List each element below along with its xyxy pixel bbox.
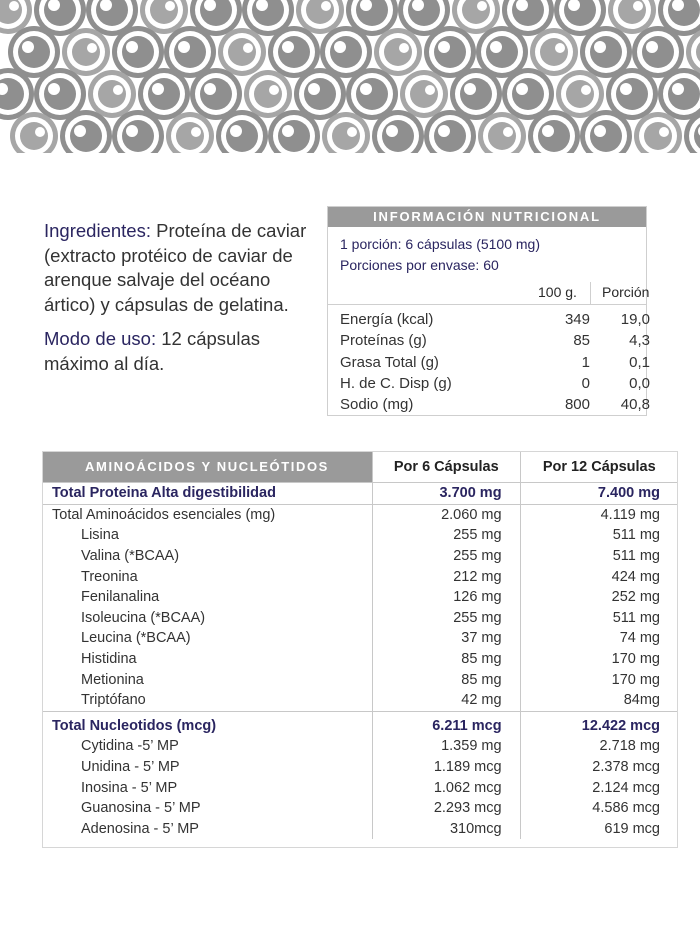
- amino-header-row: [42, 451, 678, 483]
- value-6-capsules: 255 mg: [373, 608, 521, 629]
- amino-name: Total Proteina Alta digestibilidad: [42, 483, 373, 505]
- nutrient-name: Energía (kcal): [340, 311, 434, 328]
- table-row: [42, 525, 678, 546]
- amino-name: Total Aminoácidos esenciales (mg): [52, 506, 276, 523]
- nutrient-name: Proteínas (g): [340, 332, 427, 350]
- serving-info: [340, 234, 540, 276]
- value-12-capsules: 12.422 mcg: [520, 711, 678, 736]
- value-100g: 0: [581, 374, 590, 392]
- amino-name: Fenilanalina: [81, 589, 160, 606]
- value-12-capsules: 511 mg: [520, 525, 678, 546]
- value-12-capsules: 511 mg: [520, 608, 678, 629]
- value-12-capsules: 252 mg: [520, 587, 678, 608]
- value-6-capsules: 3.700 mg: [373, 483, 521, 505]
- table-row: [42, 711, 678, 736]
- col-100g: 100 g.: [538, 284, 577, 300]
- value-6-capsules: 1.359 mg: [373, 736, 521, 757]
- value-12-capsules: 7.400 mg: [520, 483, 678, 505]
- amino-name: Inosina - 5’ MP: [81, 779, 178, 796]
- nutrient-name: Sodio (mg): [340, 396, 414, 414]
- value-6-capsules: 6.211 mcg: [373, 711, 521, 736]
- value-6-capsules: 37 mg: [373, 628, 521, 649]
- caviar-egg-shape: [400, 70, 448, 118]
- ingredients-text: Proteína de caviar (extracto protéico de caviar de arenque salvaje del océano ártico) y cápsulas de gelatina.: [44, 220, 307, 315]
- value-12-capsules: 2.124 mcg: [520, 777, 678, 798]
- value-6-capsules: 2.293 mcg: [373, 798, 521, 819]
- value-portion: 4,3: [629, 332, 650, 350]
- value-portion: 0,0: [629, 374, 650, 392]
- table-row: [42, 819, 678, 840]
- value-6-capsules: 85 mg: [373, 669, 521, 690]
- table-row: [42, 566, 678, 587]
- table-row: [42, 757, 678, 778]
- caviar-egg-shape: [244, 70, 292, 118]
- usage-paragraph: [44, 327, 320, 376]
- value-6-capsules: 212 mg: [373, 566, 521, 587]
- value-12-capsules: 424 mg: [520, 566, 678, 587]
- col-6-capsules: Por 6 Cápsulas: [373, 451, 521, 483]
- caviar-egg-shape: [62, 28, 110, 76]
- value-100g: 800: [564, 396, 590, 414]
- value-12-capsules: 4.586 mcg: [520, 798, 678, 819]
- caviar-egg-shape: [374, 28, 422, 76]
- nutrition-title: INFORMACIÓN NUTRICIONAL: [328, 207, 646, 227]
- amino-name: Unidina - 5’ MP: [81, 759, 180, 776]
- amino-title: AMINOÁCIDOS Y NUCLEÓTIDOS: [42, 451, 373, 483]
- value-12-capsules: 4.119 mg: [520, 504, 678, 525]
- value-12-capsules: 170 mg: [520, 669, 678, 690]
- value-6-capsules: 42 mg: [373, 690, 521, 711]
- table-row: [42, 777, 678, 798]
- caviar-egg-shape: [218, 28, 266, 76]
- amino-name: Histidina: [81, 651, 137, 668]
- caviar-egg-shape: [88, 70, 136, 118]
- nutrition-row: [340, 330, 650, 351]
- amino-name: Leucina (*BCAA): [81, 630, 191, 647]
- table-row: [42, 546, 678, 567]
- value-6-capsules: 310mcg: [373, 819, 521, 840]
- amino-name: Metionina: [81, 671, 144, 688]
- value-portion: 0,1: [629, 353, 650, 371]
- serving-size: 1 porción: 6 cápsulas (5100 mg): [340, 236, 540, 252]
- value-12-capsules: 84mg: [520, 690, 678, 711]
- value-100g: 1: [581, 353, 590, 371]
- value-12-capsules: 619 mcg: [520, 819, 678, 840]
- nutrition-facts-panel: [327, 206, 650, 416]
- value-6-capsules: 1.062 mcg: [373, 777, 521, 798]
- table-row: [42, 483, 678, 505]
- table-row: [42, 628, 678, 649]
- table-row: [42, 587, 678, 608]
- value-12-capsules: 74 mg: [520, 628, 678, 649]
- amino-name: Guanosina - 5’ MP: [81, 800, 201, 817]
- value-6-capsules: 126 mg: [373, 587, 521, 608]
- table-row: [42, 798, 678, 819]
- amino-name: Valina (*BCAA): [81, 548, 180, 565]
- value-12-capsules: 2.378 mcg: [520, 757, 678, 778]
- ingredients-block: [44, 219, 320, 386]
- table-row: [42, 504, 678, 525]
- value-6-capsules: 1.189 mcg: [373, 757, 521, 778]
- amino-acids-table: [42, 451, 678, 848]
- col-portion: Porción: [602, 284, 650, 300]
- value-12-capsules: 511 mg: [520, 546, 678, 567]
- nutrition-row: [340, 309, 650, 330]
- amino-name: Isoleucina (*BCAA): [81, 609, 206, 626]
- servings-per-container: Porciones por envase: 60: [340, 257, 499, 273]
- nutrition-row: [340, 394, 650, 415]
- table-row: [42, 649, 678, 670]
- caviar-pattern-banner: [0, 0, 700, 153]
- nutrition-row: [340, 373, 650, 394]
- value-12-capsules: 2.718 mg: [520, 736, 678, 757]
- table-row: [42, 608, 678, 629]
- amino-name: Treonina: [81, 568, 138, 585]
- nutrition-column-headers: [328, 282, 650, 304]
- amino-name: Lisina: [81, 527, 119, 544]
- caviar-egg-shape: [556, 70, 604, 118]
- ingredients-label: Ingredientes:: [44, 220, 151, 241]
- usage-text: 12 cápsulas máximo al día.: [44, 328, 260, 374]
- value-100g: 85: [573, 332, 590, 350]
- table-row: [42, 736, 678, 757]
- amino-name: Cytidina -5’ MP: [81, 738, 179, 755]
- nutrient-name: H. de C. Disp (g): [340, 374, 452, 392]
- value-6-capsules: 2.060 mg: [373, 504, 521, 525]
- value-portion: 40,8: [620, 396, 650, 414]
- value-12-capsules: 170 mg: [520, 649, 678, 670]
- table-row: [42, 690, 678, 711]
- value-6-capsules: 85 mg: [373, 649, 521, 670]
- amino-name: Total Nucleotidos (mcg): [42, 711, 373, 736]
- ingredients-paragraph: [44, 219, 320, 317]
- amino-name: Adenosina - 5’ MP: [81, 820, 199, 837]
- value-6-capsules: 255 mg: [373, 546, 521, 567]
- amino-name: Triptófano: [81, 692, 146, 709]
- caviar-egg-shape: [530, 28, 578, 76]
- value-portion: 19,0: [620, 311, 650, 328]
- usage-label: Modo de uso:: [44, 328, 157, 349]
- col-12-capsules: Por 12 Cápsulas: [520, 451, 678, 483]
- nutrient-name: Grasa Total (g): [340, 353, 439, 371]
- value-6-capsules: 255 mg: [373, 525, 521, 546]
- table-row: [42, 669, 678, 690]
- nutrition-row: [340, 352, 650, 373]
- value-100g: 349: [564, 311, 590, 328]
